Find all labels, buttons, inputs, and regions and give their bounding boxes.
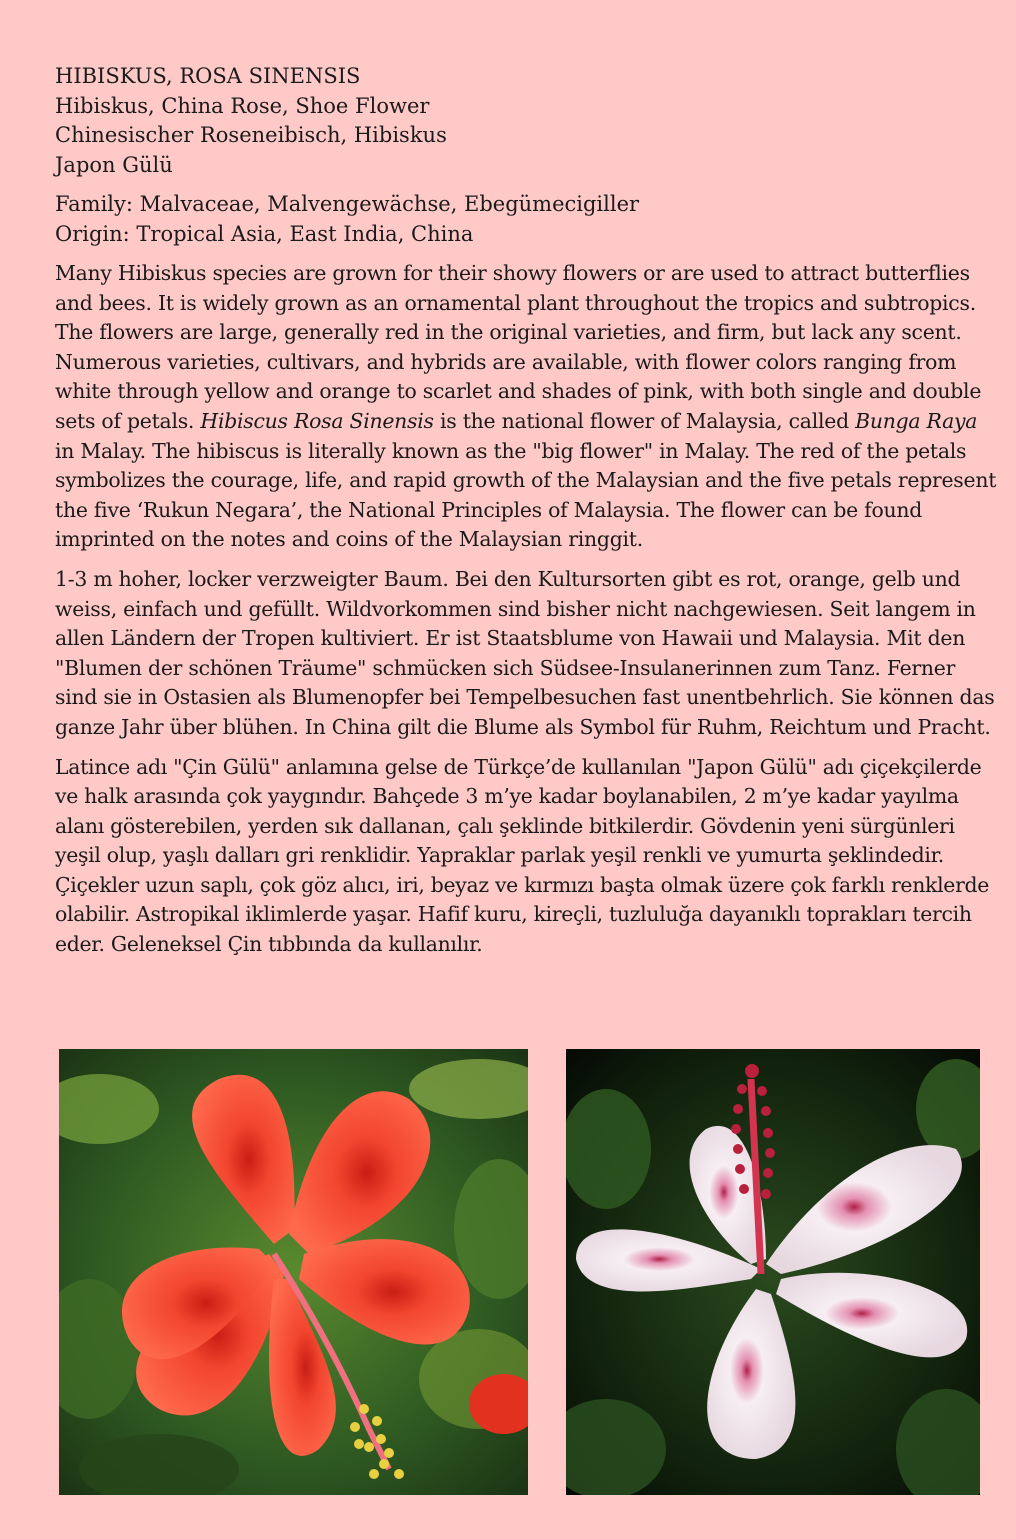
latin-name-heading: HIBISKUS, ROSA SINENSIS	[55, 64, 361, 88]
red-hibiscus-photo	[59, 1049, 528, 1495]
plant-names	[55, 62, 1000, 180]
turkish-paragraph: Latince adı "Çin Gülü" anlamına gelse de Türkçe’de kullanılan "Japon Gülü" adı çiçekçilerde ve halk arasında çok yaygındır. Bahçede 3 m’ye kadar boylanabilen, 2 m’ye kadar yayılma alanı gösterebilen, yerden sık dallanan, çalı şeklinde bitkilerdir. Gövdenin yeni sürgünleri yeşil olup, yaşlı dalları gri renklidir. Yapraklar parlak yeşil renkli ve yumurta şeklindedir. Çiçekler uzun saplı, çok göz alıcı, iri, beyaz ve kırmızı başta olmak üzere çok farklı renklerde olabilir. Astropikal iklimlerde yaşar. Hafif kuru, kireçli, tuzluluğa dayanıklı toprakları tercih eder. Geleneksel Çin tıbbında da kullanılır.	[55, 754, 990, 957]
turkish-name: Japon Gülü	[55, 152, 173, 177]
family-line: Family: Malvaceae, Malvengewächse, Ebegümecigiller	[55, 192, 640, 216]
latin-name-italic: Hibiscus Rosa Sinensis	[200, 408, 434, 433]
text-block	[55, 62, 1000, 970]
malay-name-italic: Bunga Raya	[855, 408, 978, 433]
white-hibiscus-photo	[566, 1049, 980, 1495]
plant-meta	[55, 190, 1000, 249]
german-paragraph: 1-3 m hoher, locker verzweigter Baum. Bei den Kultursorten gibt es rot, orange, gelb und weiss, einfach und gefüllt. Wildvorkommen sind bisher nicht nachgewiesen. Seit langem in allen Ländern der Tropen kultiviert. Er ist Staatsblume von Hawaii und Malaysia. Mit den "Blumen der schönen Träume" schmücken sich Südsee-Insulanerinnen zum Tanz. Ferner sind sie in Ostasien als Blumenopfer bei Tempelbesuchen fast unentbehrlich. Sie können das ganze Jahr über blühen. In China gilt die Blume als Symbol für Ruhm, Reichtum und Pracht.	[55, 566, 995, 739]
white-hibiscus-image	[566, 1049, 980, 1495]
english-names: Hibiskus, China Rose, Shoe Flower	[55, 93, 430, 118]
red-hibiscus-image	[59, 1049, 528, 1495]
english-paragraph: Many Hibiskus species are grown for their showy flowers or are used to attract butterflies and bees. It is widely grown as an ornamental plant throughout the tropics and subtropics. The flowers are large, generally red in the original varieties, and firm, but lack any scent. Numerous varieties, cultivars, and hybrids are available, with flower colors ranging from white through yellow and orange to scarlet and shades of pink, with both single and double sets of petals. Hibiscus Rosa Sinensis is the national flower of Malaysia, called Bunga Raya in Malay. The hibiscus is literally known as the "big flower" in Malay. The red of the petals symbolizes the courage, life, and rapid growth of the Malaysian and the five petals represent the five ‘Rukun Negara’, the National Principles of Malaysia. The flower can be found imprinted on the notes and coins of the Malaysian ringgit.	[55, 261, 997, 552]
german-names: Chinesischer Roseneibisch, Hibiskus	[55, 123, 447, 147]
origin-line: Origin: Tropical Asia, East India, China	[55, 221, 474, 246]
